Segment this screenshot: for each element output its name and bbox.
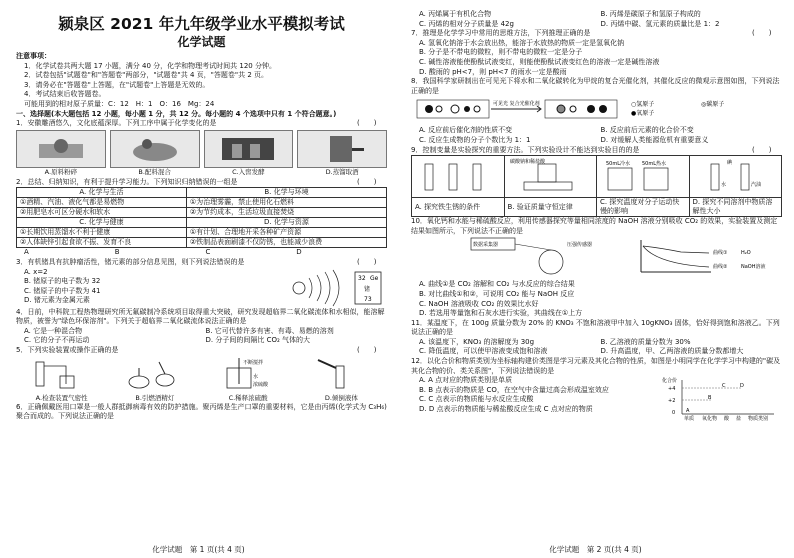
q11-options — [411, 338, 782, 357]
q8-option-c: C. 反应生成物的分子个数比为 1：1 — [419, 135, 531, 144]
question-3: 3．有机锗具有抗肿瘤活性，锗元素的部分信息见图，则下列说法错误的是 — [16, 257, 245, 266]
answer-blank: ( ) — [752, 29, 772, 38]
q6-option-a: A. 丙烯属于有机化合物 — [419, 10, 492, 18]
q10-apparatus — [411, 236, 781, 276]
q3-option-c: C. 锗原子的中子数为 41 — [24, 286, 101, 295]
q2-option-b: B — [114, 248, 120, 257]
germanium-mass: 73 — [364, 295, 372, 303]
question-11: 11．某温度下，在 100g 质量分数为 20% 的 KNO₃ 不饱和溶液甲中加入 10gKNO₃ 固体，恰好得到饱和溶液乙。下列说法正确的是 — [411, 318, 780, 337]
question-1: 1．安徽雕酒悠久，文化底蕴深厚。下列工序中属于化学变化的是 — [16, 119, 217, 128]
q7-option-a: A. 氢氧化钠溶于水会放出热，能溶于水放热的物质一定是氢氧化钠 — [419, 38, 625, 47]
q8-arrow-label: 可见光 复合光催化剂 — [493, 101, 540, 108]
q6-option-c: C. 丙烯的相对分子质量是 42g — [419, 19, 514, 28]
q9-option-c: C. 探究温度对分子运动快慢的影响 — [597, 198, 690, 217]
q10-option-b: B. 对比曲线①和②，可说明 CO₂ 能与 NaOH 反应 — [419, 289, 575, 298]
germanium-name: 锗 — [364, 285, 371, 293]
germanium-number: 32 — [358, 274, 366, 282]
q12-xcat: 酸 — [724, 416, 730, 423]
q8-reaction-diagram — [411, 96, 781, 122]
q5-option-a: A.检查装置气密性 — [35, 393, 88, 402]
exam-title: 颍泉区 2021 年九年级学业水平模拟考试 — [58, 15, 345, 33]
q8-option-d: D. 对缓解人类能源危机有重要意义 — [600, 135, 709, 144]
q2-cell: ②为节约成本，生活垃圾直接焚烧 — [186, 208, 386, 218]
q5-apparatus-d — [296, 356, 384, 390]
q9-option-d: D. 探究不同溶剂中物质溶解性大小 — [689, 198, 782, 217]
q12-option-c: C. C 点表示的物质能与水反应生成酸 — [419, 395, 534, 404]
q4-option-a: A. 它是一种混合物 — [24, 326, 83, 335]
q1-option-a: A.原料粉碎 — [44, 167, 78, 176]
q12-option-b: B. B 点表示的物质是 CO，在空气中含量过高会形成温室效应 — [419, 385, 609, 394]
q4-option-d: D. 分子间的间隔比 CO₂ 气体的大 — [205, 336, 310, 345]
question-9: 9．控制变量是实验探究的重要方法。下列实验设计不能达到实验目的的是 — [411, 145, 640, 154]
q1-photo-c — [204, 130, 294, 168]
q6-option-d: D. 丙烯中碳、氢元素的质量比是 1：2 — [600, 19, 720, 28]
q5-apparatus-a — [16, 356, 104, 390]
q4-options — [16, 327, 387, 346]
q12-option-d: D. D 点表示的物质能与稀盐酸反应生成 C 点对应的物质 — [419, 405, 593, 414]
q9-label-hot: 50mL热水 — [642, 161, 667, 168]
note-atomic-masses: 可能用到的相对原子质量：C：12 H：1 O：16 Mg：24 — [24, 99, 215, 108]
exam-subtitle: 化学试题 — [177, 35, 226, 49]
q11-option-c: C. 降低温度，可以使甲溶液变成饱和溶液 — [419, 347, 548, 356]
q12-point-a: A — [686, 408, 690, 415]
q10-option-d: D. 若选用等量饱和石灰水进行实验，其曲线在①上方 — [419, 309, 583, 318]
q3-option-b: B. 锗原子的电子数为 32 — [24, 277, 101, 286]
q5-option-d: D.倾倒液体 — [324, 393, 358, 402]
question-7: 7．推理是化学学习中常用的思维方法，下列推理正确的是 — [411, 29, 591, 38]
q12-ytick: +4 — [668, 386, 676, 393]
q9-label-cold: 50mL冷水 — [606, 161, 631, 168]
q1-images — [16, 130, 387, 177]
q9-image-b — [504, 156, 597, 198]
page-footer-2: 化学试题 第 2 页(共 4 页) — [549, 545, 642, 554]
q2-cell: ②铁制品表面刷漆不仅防锈，也能减少浪费 — [186, 238, 386, 248]
q6-option-b: B. 丙烯是碳原子和氢原子构成的 — [600, 10, 701, 18]
q6-options — [411, 10, 782, 29]
q11-option-d: D. 升高温度，甲、乙两溶液的质量分数都增大 — [600, 347, 744, 356]
q12-option-a: A. A 点对应的物质类别是单质 — [419, 376, 513, 385]
q9-label-water: 水 — [720, 182, 726, 189]
q9-table — [411, 155, 782, 217]
q10-option-c: C. NaOH 溶液吸收 CO₂ 的效果比水好 — [419, 299, 539, 308]
q2-header-d: D. 化学与资源 — [186, 218, 386, 228]
q10-label-naoh: NaOH溶液 — [741, 264, 766, 271]
q11-option-b: B. 乙溶液的质量分数为 30% — [600, 337, 691, 346]
q8-legend-c: ◎碳原子 — [701, 101, 725, 109]
note-2: 2．试卷包括"试题卷"和"答题卷"两部分，"试题卷"共 4 页，"答题卷"共 2 页。 — [24, 71, 269, 80]
q12-point-b: B — [708, 395, 712, 402]
question-5: 5．下列实验装置或操作正确的是 — [16, 345, 119, 354]
q1-option-c: C.入窖发酵 — [232, 167, 265, 176]
q9-label-iodine: 碘 — [726, 160, 732, 167]
q10-option-a: A. 曲线①是 CO₂ 溶解和 CO₂ 与水反应的综合结果 — [419, 280, 575, 289]
q2-option-a: A — [24, 248, 29, 257]
q10-label-curve1: 曲线① — [713, 250, 728, 257]
q12-point-d: D — [740, 383, 744, 390]
q9-option-a: A. 探究铁生锈的条件 — [412, 198, 505, 217]
q10-label-curve2: 曲线② — [713, 264, 728, 271]
question-12: 12．以化合价和物质类别为坐标轴构建价类图是学习元素及其化合物的性质，如图是小明同学在化学学习中构建的"碳及其化合物的价、类关系图"，下列说法错误的是 — [411, 357, 781, 375]
q2-table — [16, 187, 387, 248]
q2-cell: ②人体缺锌引起食欲不振、发育不良 — [17, 238, 187, 248]
q2-option-c: C — [205, 248, 211, 257]
q7-option-d: D. 酸雨的 pH<7，则 pH<7 的雨水一定是酸雨 — [419, 67, 567, 76]
q10-label-water: H₂O — [741, 250, 751, 257]
q2-cell: ②用肥皂水可区分硬水和软水 — [17, 208, 187, 218]
q9-label-gasoline: 汽油 — [750, 182, 761, 189]
q2-header-b: B. 化学与环境 — [186, 188, 386, 198]
q12-xcat: 单质 — [684, 416, 695, 423]
answer-blank: ( ) — [357, 257, 377, 266]
q5-label-stir: 不断搅拌 — [242, 359, 263, 366]
q9-image-d — [689, 156, 782, 198]
q1-photo-a — [16, 130, 106, 168]
q12-ylabel: 化合价 — [662, 378, 678, 385]
note-1: 1．化学试卷共两大题 17 小题，满分 40 分，化学和物理考试时间共 120 分钟。 — [24, 61, 276, 70]
q5-apparatus-c — [203, 356, 291, 390]
q2-cell: ①酒精、汽油、液化气都是易燃物 — [17, 198, 187, 208]
q2-cell: ①为治理雾霾，禁止使用化石燃料 — [186, 198, 386, 208]
q1-photo-b — [110, 130, 200, 168]
germanium-atom-diagram — [277, 268, 387, 308]
note-4: 4．考试结束后收答题卷。 — [24, 90, 106, 99]
q2-cell: ①有计划、合理地开采各种矿产资源 — [186, 228, 386, 238]
q9-option-b: B. 验证质量守恒定律 — [504, 198, 597, 217]
section-1-heading: 一、选择题(本大题包括 12 小题，每小题 1 分，共 12 分。每小题的 4 个选项中只有 1 个符合题意。) — [16, 109, 337, 118]
answer-blank: ( ) — [357, 345, 377, 354]
q12-ytick: 0 — [672, 410, 676, 417]
q8-legend-h: ○氢原子 — [631, 101, 655, 109]
q5-images — [16, 356, 387, 403]
q8-option-b: B. 反应前后元素的化合价不变 — [600, 126, 694, 135]
question-8: 8．我国科学家研制出在可见光下将水和二氧化碳转化为甲烷的复合光催化剂，其催化反应的微观示意图如图，下列说法正确的是 — [411, 77, 780, 95]
answer-blank: ( ) — [752, 145, 772, 154]
q12-point-c: C — [722, 383, 726, 390]
q8-options — [411, 126, 782, 145]
answer-blank: ( ) — [357, 177, 377, 186]
question-2: 2．总结、归纳知识，有利于提升学习能力。下列知识归纳错误的一组是 — [16, 177, 238, 186]
q9-image-c — [597, 156, 690, 198]
q8-legend-o: ●氧原子 — [631, 110, 655, 118]
q10-label-collector: 数据采集器 — [473, 242, 499, 249]
q5-label-water: 水 — [252, 373, 258, 380]
q12-xcat: 氧化物 — [702, 416, 718, 423]
q11-option-a: A. 该温度下，KNO₃ 的溶解度为 30g — [419, 337, 535, 346]
q2-header-a: A. 化学与生活 — [17, 188, 187, 198]
q9-label-reagents: 碳酸钠和稀盐酸 — [509, 159, 545, 166]
q1-option-b: B.配料混合 — [138, 167, 171, 176]
q4-option-c: C. 它的分子不再运动 — [24, 336, 90, 345]
q2-options — [16, 248, 387, 258]
q2-header-c: C. 化学与健康 — [17, 218, 187, 228]
q7-option-c: C. 碱性溶液能使酚酞试液变红，则能使酚酞试液变红色的溶液一定是碱性溶液 — [419, 57, 660, 66]
q12-valence-chart — [662, 376, 782, 422]
germanium-symbol: Ge — [370, 274, 379, 282]
page-footer-1: 化学试题 第 1 页(共 4 页) — [152, 545, 245, 554]
q12-xcat: 盐 — [736, 416, 742, 423]
question-10: 10．氧化钙和水能与稀硫酸反应，利用传感器探究等量相同浓度的 NaOH 溶液分别吸收 CO₂ 的效果，实验装置及测定结果如图所示，下列说法不正确的是 — [411, 217, 778, 235]
q5-apparatus-b — [109, 356, 197, 390]
q2-cell: ①长期饮用蒸馏水不利于健康 — [17, 228, 187, 238]
q10-label-sensor: 压强传感器 — [567, 242, 593, 249]
q12-xlabel: 物质类别 — [748, 416, 769, 423]
q4-option-b: B. 它可代替许多有害、有毒、易燃的溶剂 — [205, 326, 334, 335]
q3-option-a: A. x=2 — [24, 267, 48, 276]
notes-heading: 注意事项： — [16, 52, 51, 60]
q8-option-a: A. 反应前后催化剂的性质不变 — [419, 126, 513, 135]
q5-option-c: C.稀释浓硫酸 — [228, 393, 268, 402]
answer-blank: ( ) — [357, 119, 377, 128]
right-page — [397, 0, 794, 558]
q5-option-b: B.引燃酒精灯 — [135, 393, 175, 402]
note-3: 3．请务必在"答题卷"上答题，在"试题卷"上答题是无效的。 — [24, 80, 210, 89]
q2-option-d: D — [296, 248, 302, 257]
q1-option-d: D.蒸馏取酒 — [325, 167, 359, 176]
q12-ytick: +2 — [668, 398, 676, 405]
q3-option-d: D. 锗元素为金属元素 — [24, 296, 90, 305]
q5-label-acid: 浓硫酸 — [252, 381, 268, 388]
question-6: 6．正确佩戴医用口罩是一般人群抵御病毒有效的防护措施。聚丙烯是生产口罩的重要材料，它是由丙烯(化学式为 C₃H₆)聚合而成的。下列说法正确的是 — [16, 402, 387, 421]
question-4: 4．日前，中科院工程热物理研究所无氟碳制冷系统项目取得重大突破，研究发现超临界二氧化碳流体和水相似，能溶解物质，被誉为"绿色环保溶剂"。下列关于超临界二氧化碳流体说法正确的是 — [16, 307, 385, 326]
q9-image-a — [412, 156, 505, 198]
q7-option-b: B. 分子是不带电的微粒，则不带电的微粒一定是分子 — [419, 48, 583, 57]
q1-photo-d — [297, 130, 387, 168]
